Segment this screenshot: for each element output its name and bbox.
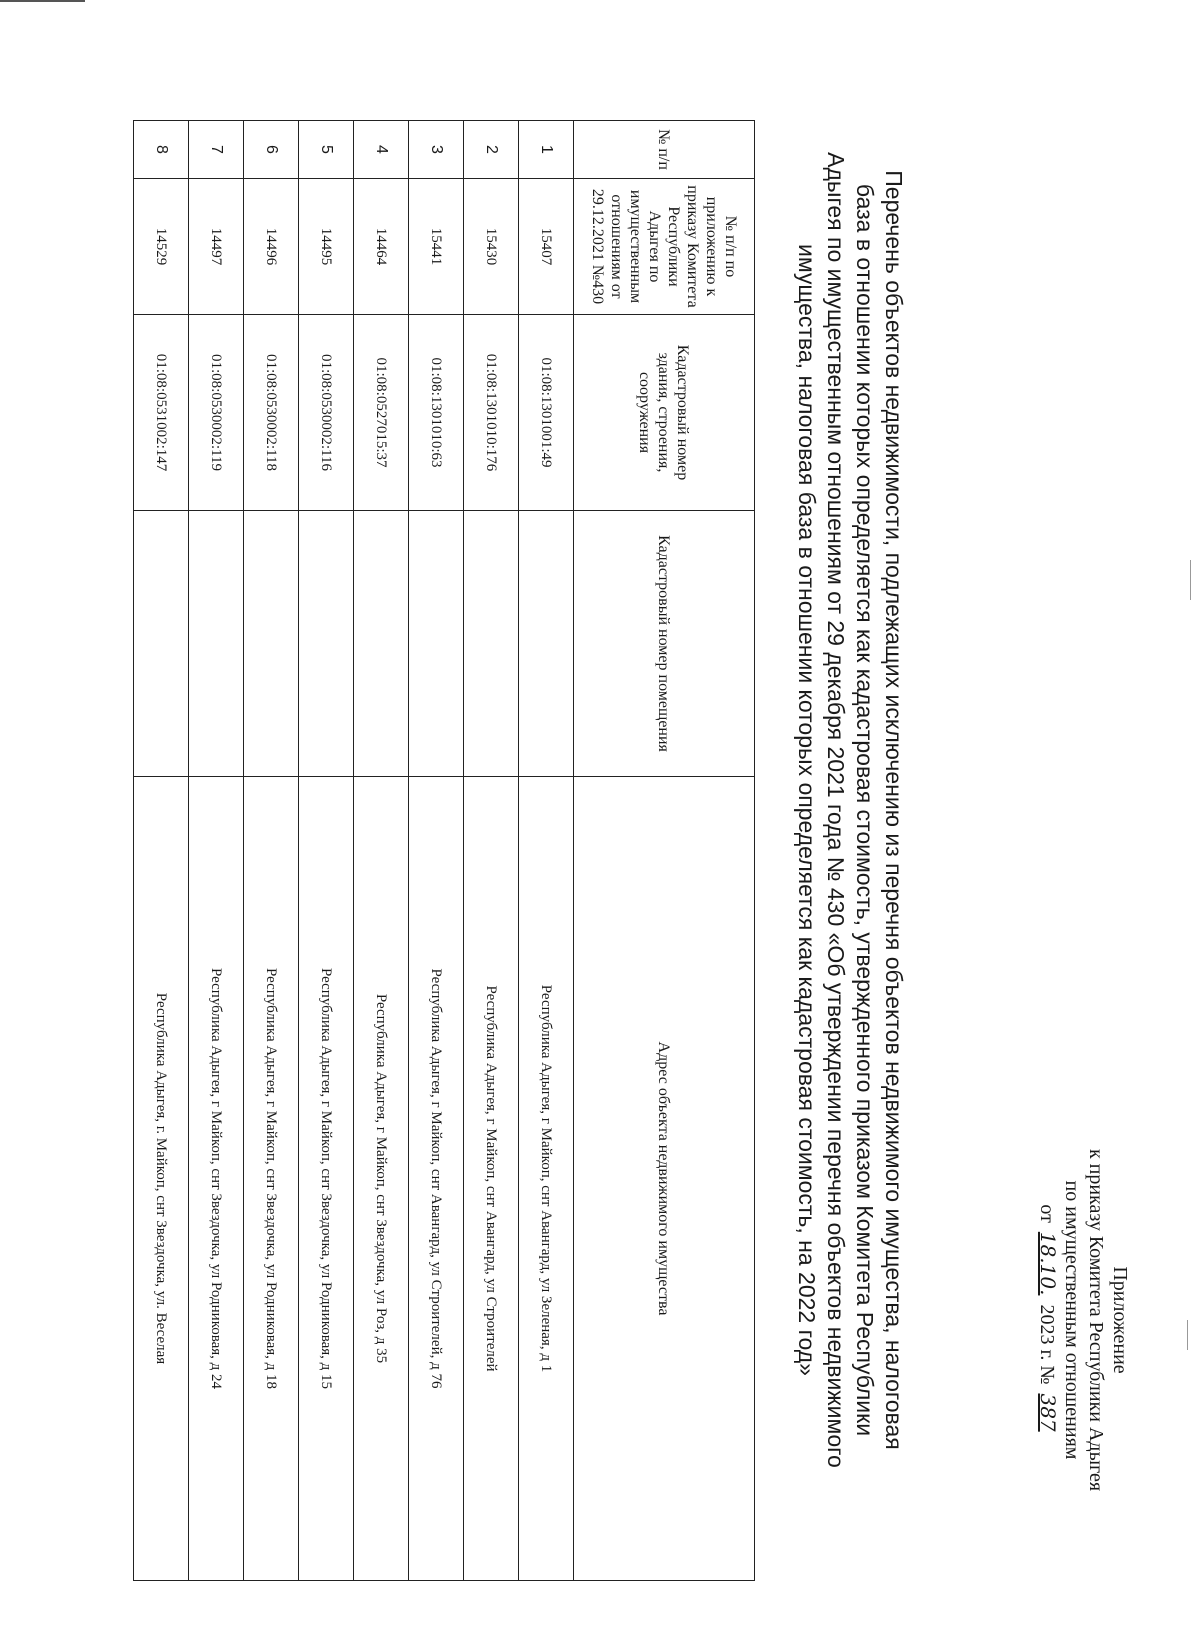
row-num: 3 — [409, 121, 464, 179]
document-title — [792, 70, 908, 1550]
row-address: Республика Адыгея, г Майкоп, снт Авангард, ул Строителей, д 76 — [409, 777, 464, 1581]
table-row — [354, 121, 409, 1581]
row-ref-num: 15441 — [409, 179, 464, 315]
title-line: Адыгея по имущественным отношениям от 29 декабря 2021 года № 430 «Об утверждении перечня объектов недвижимого — [823, 152, 849, 1468]
scan-edge-mark — [0, 0, 85, 2]
row-cad-room — [409, 511, 464, 777]
row-num: 6 — [244, 121, 299, 179]
row-cad-building: 01:08:0527015:37 — [354, 315, 409, 511]
table-row — [519, 121, 574, 1581]
row-address: Республика Адыгея, г Майкоп, снт Звездочка, ул Роз, д 35 — [354, 777, 409, 1581]
table-header-row — [574, 121, 755, 1581]
row-num: 5 — [299, 121, 354, 179]
row-cad-building: 01:08:0530002:118 — [244, 315, 299, 511]
row-ref-num: 14497 — [189, 179, 244, 315]
row-ref-num: 14495 — [299, 179, 354, 315]
appendix-block — [1035, 1060, 1132, 1580]
handwritten-doc-number: 387 — [1036, 1393, 1060, 1432]
table-row — [464, 121, 519, 1581]
row-cad-room — [519, 511, 574, 777]
row-cad-room — [134, 511, 189, 777]
table-row — [244, 121, 299, 1581]
row-cad-building: 01:08:0530002:116 — [299, 315, 354, 511]
row-cad-building: 01:08:1301010:176 — [464, 315, 519, 511]
appendix-committee: по имущественным отношениям — [1061, 1180, 1083, 1460]
date-prefix: от — [1036, 1204, 1058, 1223]
row-ref-num: 15407 — [519, 179, 574, 315]
row-cad-building: 01:08:1301001:49 — [519, 315, 574, 511]
row-address: Республика Адыгея, г. Майкоп, снт Звездочка, ул. Веселая — [134, 777, 189, 1581]
row-cad-room — [299, 511, 354, 777]
row-cad-room — [189, 511, 244, 777]
property-table — [133, 120, 755, 1581]
title-line: база в отношении которых определяется как кадастровая стоимость, утвержденного приказом Комитета Республики — [852, 183, 878, 1437]
row-num: 2 — [464, 121, 519, 179]
scan-edge-mark — [1187, 1320, 1188, 1350]
date-year: 2023 г. № — [1036, 1304, 1058, 1385]
row-cad-room — [244, 511, 299, 777]
scan-edge-mark — [1190, 560, 1191, 600]
row-ref-num: 14496 — [244, 179, 299, 315]
row-address: Республика Адыгея, г Майкоп, снт Звездочка, ул Родниковая, д 15 — [299, 777, 354, 1581]
row-ref-num: 14464 — [354, 179, 409, 315]
row-cad-room — [464, 511, 519, 777]
table-row — [189, 121, 244, 1581]
appendix-title: Приложение — [1109, 1266, 1131, 1374]
title-line: Перечень объектов недвижимости, подлежащих исключению из перечня объектов недвижимого имущества, налоговая — [881, 170, 907, 1450]
row-cad-building: 01:08:0530002:119 — [189, 315, 244, 511]
row-ref-num: 14529 — [134, 179, 189, 315]
appendix-order-ref: к приказу Комитета Республики Адыгея — [1085, 1148, 1107, 1492]
appendix-date-line — [1035, 1060, 1060, 1580]
row-cad-building: 01:08:0531002:147 — [134, 315, 189, 511]
title-line: имущества, налоговая база в отношении которых определяется как кадастровая стоимость, на 2022 год» — [794, 244, 820, 1376]
row-cad-building: 01:08:1301010:63 — [409, 315, 464, 511]
row-num: 4 — [354, 121, 409, 179]
rotated-document-page — [20, 40, 1140, 1586]
row-num: 1 — [519, 121, 574, 179]
header-address: Адрес объекта недвижимого имущества — [574, 777, 755, 1581]
row-num: 8 — [134, 121, 189, 179]
header-ref-num: № п/п по приложению к приказу Комитета Республики Адыгея по имущественным отношениям от 29.12.2021 №430 — [574, 179, 755, 315]
header-cad-room: Кадастровый номер помещения — [574, 511, 755, 777]
table-row — [299, 121, 354, 1581]
handwritten-date: 18.10. — [1036, 1231, 1060, 1296]
header-num: № п/п — [574, 121, 755, 179]
row-address: Республика Адыгея, г Майкоп, снт Авангард, ул Строителей — [464, 777, 519, 1581]
row-address: Республика Адыгея, г Майкоп, снт Звездочка, ул Родниковая, д 24 — [189, 777, 244, 1581]
table-row — [134, 121, 189, 1581]
row-ref-num: 15430 — [464, 179, 519, 315]
row-address: Республика Адыгея, г Майкоп, снт Авангард, ул Зеленая, д 1 — [519, 777, 574, 1581]
header-cad-building: Кадастровый номер здания, строения, сооружения — [574, 315, 755, 511]
row-address: Республика Адыгея, г Майкоп, снт Звездочка, ул Родниковая, д 18 — [244, 777, 299, 1581]
row-num: 7 — [189, 121, 244, 179]
row-cad-room — [354, 511, 409, 777]
table-row — [409, 121, 464, 1581]
